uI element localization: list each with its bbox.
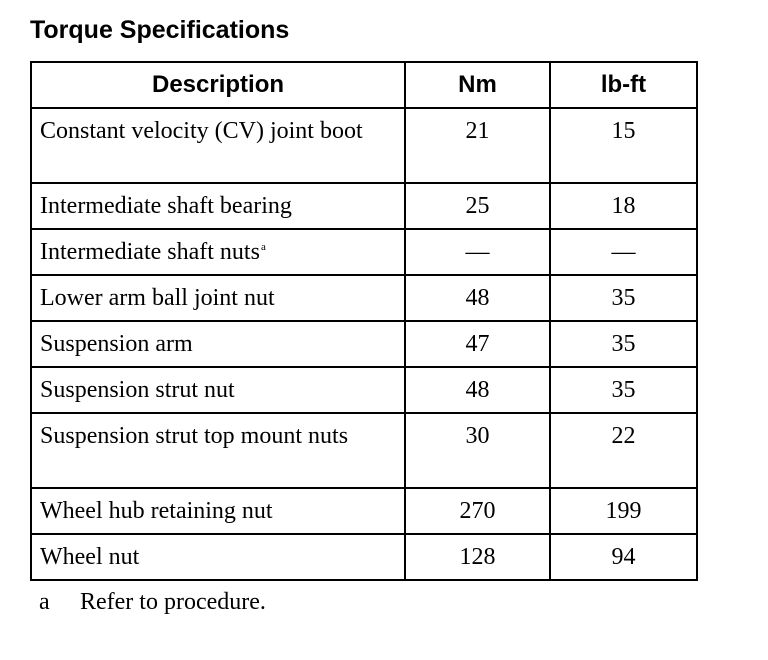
table-row (31, 367, 697, 413)
footnote (39, 586, 266, 618)
row-lbft: 199 (550, 488, 697, 534)
row-nm: 21 (405, 108, 550, 183)
row-nm: 47 (405, 321, 550, 367)
row-nm: 128 (405, 534, 550, 580)
row-lbft: 15 (550, 108, 697, 183)
row-nm: 270 (405, 488, 550, 534)
table-row (31, 108, 697, 183)
row-lbft: 18 (550, 183, 697, 229)
table-row (31, 183, 697, 229)
torque-spec-table (30, 61, 698, 581)
table-row (31, 488, 697, 534)
row-lbft: 35 (550, 367, 697, 413)
row-lbft: 22 (550, 413, 697, 488)
row-lbft: 35 (550, 321, 697, 367)
row-description-text: Wheel hub retaining nut (40, 498, 273, 524)
table-row (31, 413, 697, 488)
row-nm: — (405, 229, 550, 275)
header-description: Description (31, 62, 405, 108)
row-description (31, 367, 405, 413)
row-description (31, 321, 405, 367)
row-lbft: 94 (550, 534, 697, 580)
row-description (31, 534, 405, 580)
header-nm: Nm (405, 62, 550, 108)
row-description (31, 229, 405, 275)
row-lbft: — (550, 229, 697, 275)
row-description (31, 108, 405, 183)
footnote-marker: a (39, 589, 50, 615)
table-row (31, 534, 697, 580)
row-description (31, 413, 405, 488)
row-description-text: Intermediate shaft nuts (40, 239, 260, 265)
row-description-text: Suspension arm (40, 331, 193, 357)
row-description-text: Constant velocity (CV) joint boot (40, 118, 363, 144)
footnote-reference: a (260, 241, 266, 253)
row-nm: 48 (405, 367, 550, 413)
header-lbft: lb-ft (550, 62, 697, 108)
footnote-text: Refer to procedure. (80, 589, 266, 615)
row-description (31, 275, 405, 321)
row-description-text: Suspension strut nut (40, 377, 235, 403)
table-row (31, 275, 697, 321)
table-row (31, 321, 697, 367)
row-nm: 25 (405, 183, 550, 229)
header-row (31, 62, 697, 108)
row-nm: 48 (405, 275, 550, 321)
page-title: Torque Specifications (30, 16, 290, 44)
row-description-text: Intermediate shaft bearing (40, 193, 292, 219)
row-nm: 30 (405, 413, 550, 488)
row-description (31, 183, 405, 229)
row-description-text: Suspension strut top mount nuts (40, 423, 349, 449)
row-lbft: 35 (550, 275, 697, 321)
row-description-text: Wheel nut (40, 544, 140, 570)
row-description-text: Lower arm ball joint nut (40, 285, 275, 311)
table-row (31, 229, 697, 275)
row-description (31, 488, 405, 534)
